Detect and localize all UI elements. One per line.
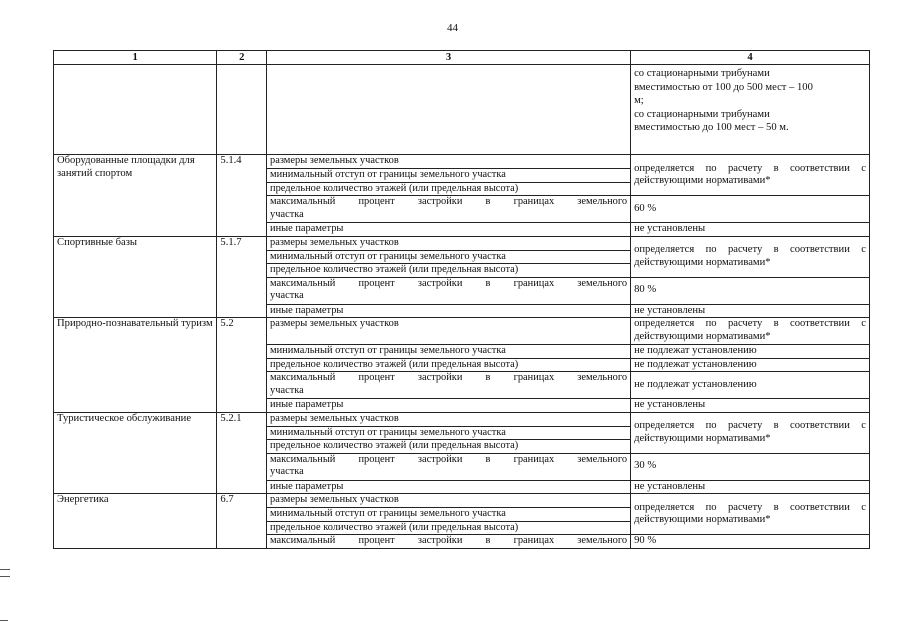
continuation-line: со стационарными трибунами	[634, 108, 770, 120]
value-coverage: 90 %	[631, 535, 870, 549]
table-header-row	[54, 51, 870, 65]
param-other: иные параметры	[267, 480, 631, 494]
table-row	[54, 318, 870, 345]
param-other: иные параметры	[267, 223, 631, 237]
header-col-1: 1	[54, 51, 217, 65]
land-use-code: 6.7	[217, 494, 267, 549]
value-calc: определяется по расчету в соответствии с действующими нормативами*	[631, 412, 870, 453]
param-coverage-line1: максимальный процент застройки в границах земельного	[270, 277, 628, 289]
table-row	[54, 236, 870, 250]
value-other: не установлены	[631, 304, 870, 318]
param-coverage	[267, 535, 631, 549]
header-col-4: 4	[631, 51, 870, 65]
table-row	[54, 494, 870, 508]
param-coverage-line1: максимальный процент застройки в границах земельного	[270, 372, 628, 383]
land-use-code: 5.1.7	[217, 236, 267, 318]
land-use-code: 5.2	[217, 318, 267, 413]
param-coverage-line2: участка	[270, 466, 304, 477]
value-calc: определяется по расчету в соответствии с действующими нормативами*	[631, 494, 870, 535]
param-setback: минимальный отступ от границы земельного участка	[267, 345, 631, 359]
param-floors: предельное количество этажей (или предельная высота)	[267, 182, 631, 196]
continuation-line: вместимостью от 100 до 500 мест – 100	[634, 81, 813, 93]
zoning-parameters-table	[53, 50, 870, 549]
continuation-col4	[631, 65, 870, 155]
value-calc: определяется по расчету в соответствии с действующими нормативами*	[631, 236, 870, 277]
value-coverage: 80 %	[631, 277, 870, 304]
param-coverage-line2: участка	[270, 290, 304, 301]
header-col-3: 3	[267, 51, 631, 65]
param-coverage	[267, 196, 631, 223]
param-setback: минимальный отступ от границы земельного участка	[267, 169, 631, 183]
param-size: размеры земельных участков	[267, 155, 631, 169]
continuation-col2	[217, 65, 267, 155]
value-other: не установлены	[631, 399, 870, 413]
param-coverage	[267, 453, 631, 480]
value-coverage: 60 %	[631, 196, 870, 223]
param-size: размеры земельных участков	[267, 494, 631, 508]
header-col-2: 2	[217, 51, 267, 65]
param-other: иные параметры	[267, 399, 631, 413]
param-setback: минимальный отступ от границы земельного участка	[267, 250, 631, 264]
param-floors: предельное количество этажей (или предельная высота)	[267, 521, 631, 535]
land-use-name: Туристическое обслуживание	[54, 412, 217, 494]
param-floors: предельное количество этажей (или предельная высота)	[267, 440, 631, 454]
land-use-name: Оборудованные площадки для занятий спортом	[54, 155, 217, 237]
land-use-code: 5.2.1	[217, 412, 267, 494]
param-coverage	[267, 277, 631, 304]
land-use-name: Энергетика	[54, 494, 217, 549]
continuation-line: м;	[634, 95, 644, 106]
land-use-name: Спортивные базы	[54, 236, 217, 318]
table-row	[54, 155, 870, 169]
margin-mark	[0, 569, 10, 577]
continuation-line: со стационарными трибунами	[634, 68, 770, 79]
param-size: размеры земельных участков	[267, 318, 631, 345]
page-number: 44	[447, 22, 458, 34]
param-coverage-line2: участка	[270, 384, 304, 396]
land-use-name: Природно-познавательный туризм	[54, 318, 217, 413]
value-calc: определяется по расчету в соответствии с действующими нормативами*	[631, 155, 870, 196]
param-other: иные параметры	[267, 304, 631, 318]
value-other: не установлены	[631, 223, 870, 237]
param-setback: минимальный отступ от границы земельного участка	[267, 508, 631, 522]
param-coverage-line1: максимальный процент застройки в границах земельного	[270, 535, 628, 546]
param-floors: предельное количество этажей (или предельная высота)	[267, 264, 631, 278]
param-coverage	[267, 372, 631, 399]
value-other: не установлены	[631, 480, 870, 494]
land-use-code: 5.1.4	[217, 155, 267, 237]
margin-mark	[0, 620, 8, 621]
param-coverage-line2: участка	[270, 208, 304, 220]
param-size: размеры земельных участков	[267, 236, 631, 250]
table-row	[54, 412, 870, 426]
param-coverage-line1: максимальный процент застройки в границах земельного	[270, 196, 628, 207]
value-floors: не подлежат установлению	[631, 358, 870, 372]
param-coverage-line1: максимальный процент застройки в границах земельного	[270, 453, 628, 465]
continuation-line: вместимостью до 100 мест – 50 м.	[634, 122, 789, 133]
value-coverage: не подлежат установлению	[631, 372, 870, 399]
table-row-continuation	[54, 65, 870, 155]
value-coverage: 30 %	[631, 453, 870, 480]
param-size: размеры земельных участков	[267, 412, 631, 426]
continuation-col1	[54, 65, 217, 155]
value-calc: определяется по расчету в соответствии с действующими нормативами*	[631, 318, 870, 345]
param-floors: предельное количество этажей (или предельная высота)	[267, 358, 631, 372]
value-setback: не подлежат установлению	[631, 345, 870, 359]
param-setback: минимальный отступ от границы земельного участка	[267, 426, 631, 440]
continuation-col3	[267, 65, 631, 155]
